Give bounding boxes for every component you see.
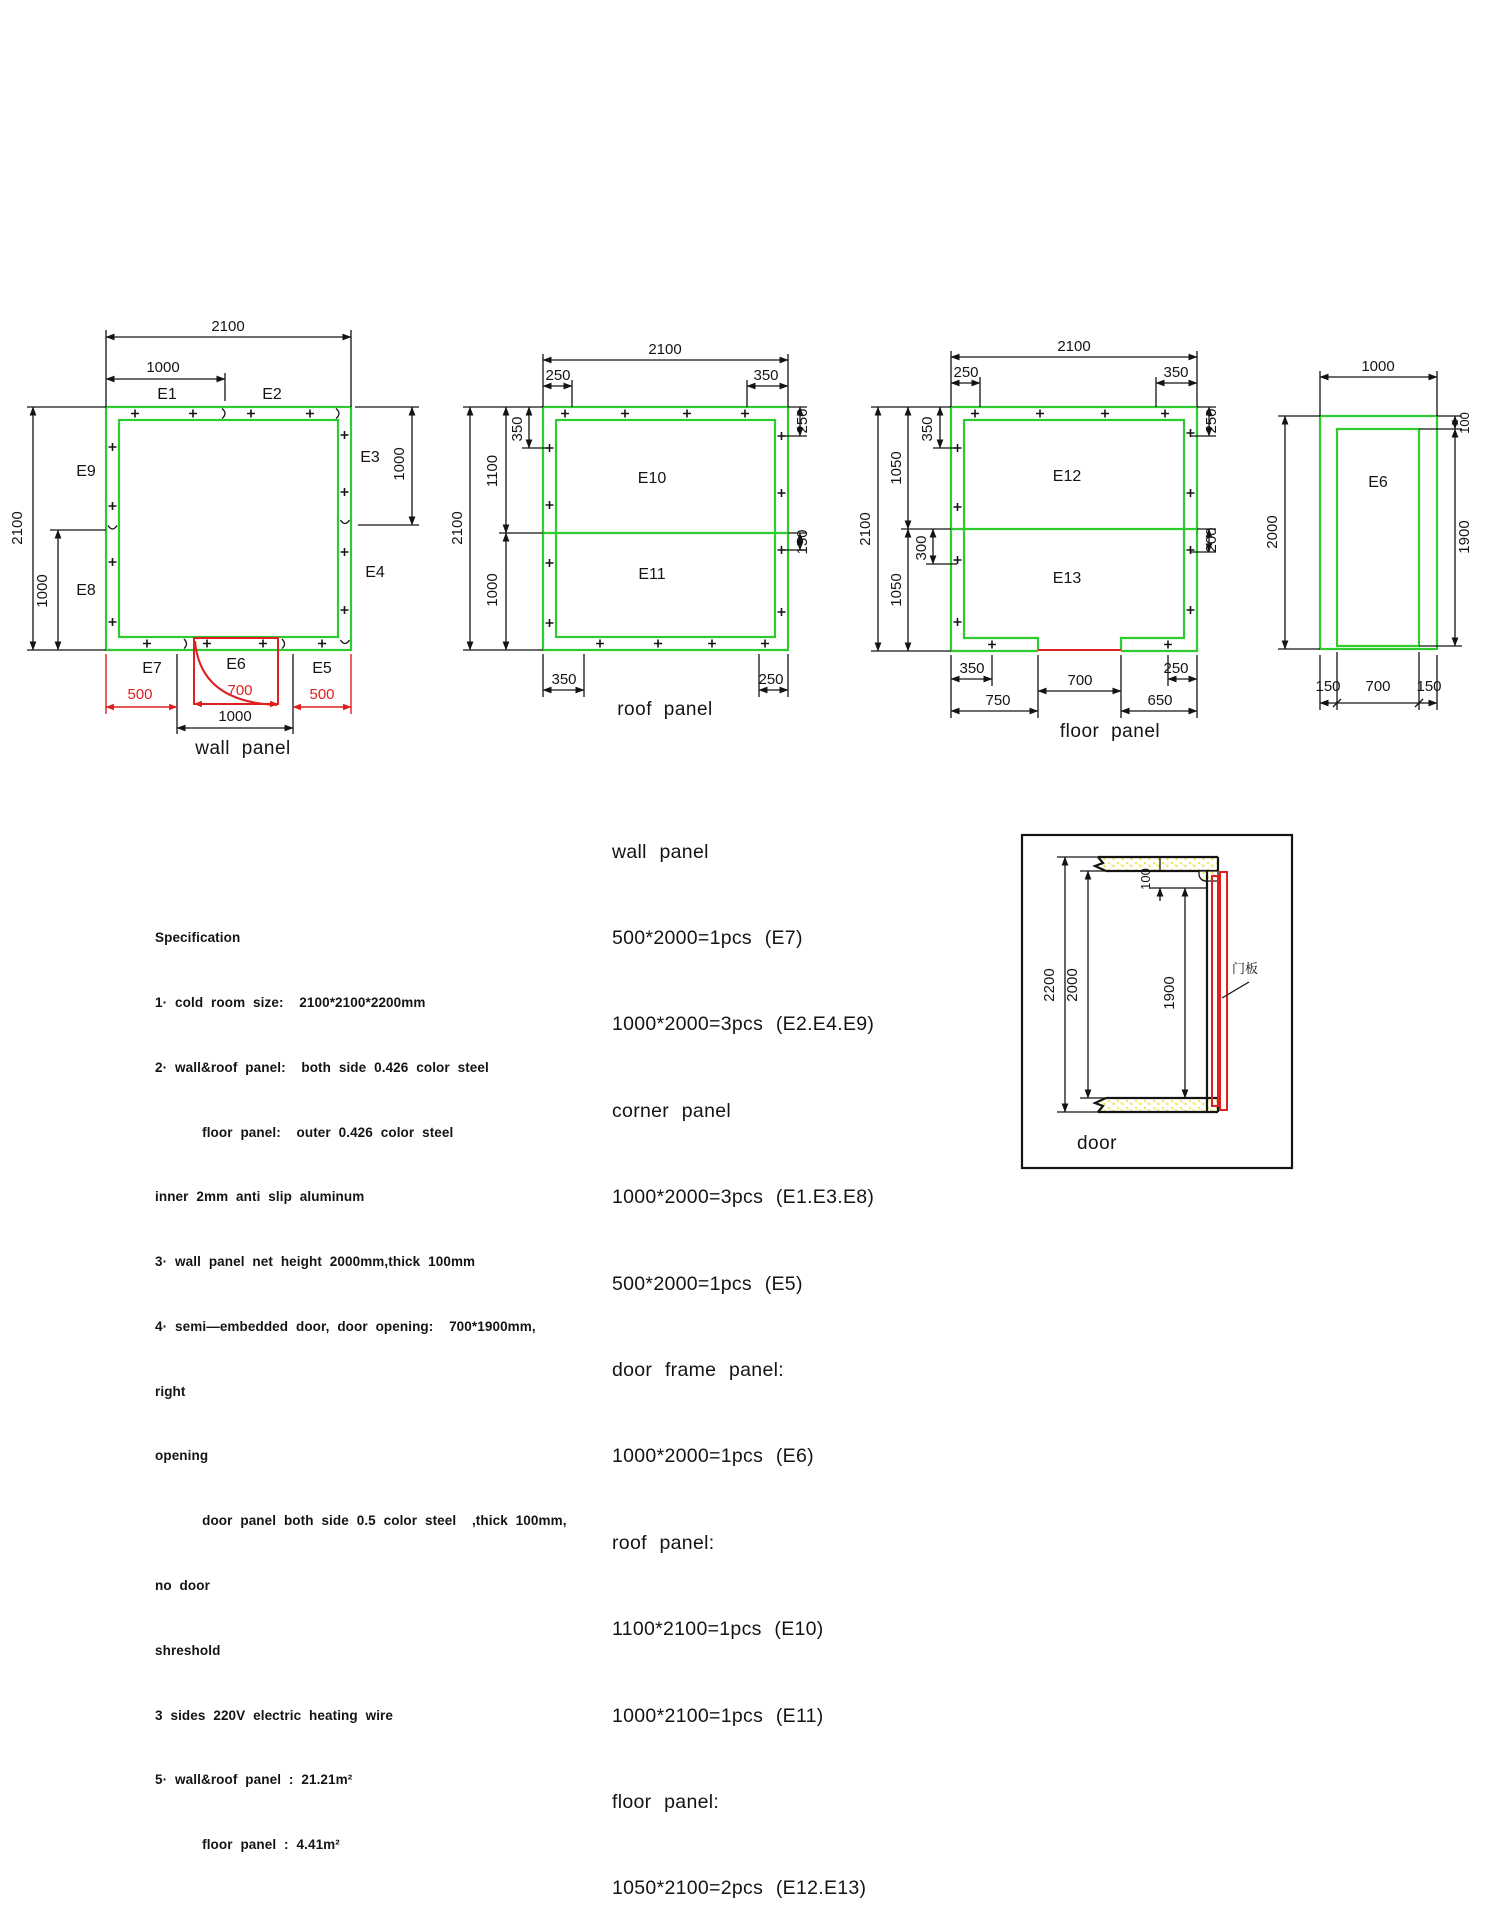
wall-label-e5: E5 <box>312 660 332 677</box>
e6-dim-150-left: 150 <box>1315 678 1341 695</box>
spec-line: 1· cold room size: 2100*2100*2200mm <box>155 994 426 1010</box>
wall-label-e3: E3 <box>360 449 380 466</box>
e6-dim-1000-top: 1000 <box>1361 358 1395 375</box>
wall-dim-2100-top: 2100 <box>211 318 245 335</box>
floor-dim-200-right: 200 <box>1203 527 1220 553</box>
roof-dim-350-left: 350 <box>509 416 526 442</box>
floor-dim-2100-left: 2100 <box>857 512 874 546</box>
spec-line: door panel both side 0.5 color steel ,thick 100mm, <box>155 1513 567 1529</box>
spec-line: floor panel: outer 0.426 color steel <box>155 1124 454 1140</box>
roof-dim-1100: 1100 <box>484 454 501 488</box>
e6-dim-1900-right: 1900 <box>1456 520 1473 554</box>
panel-list-line: wall panel <box>612 840 709 863</box>
wall-outer-outline <box>106 407 351 650</box>
wall-panel-title: wall panel <box>195 738 291 759</box>
floor-dim-1050-e12: 1050 <box>888 451 905 485</box>
floor-dim-250-bottom: 250 <box>1163 660 1189 677</box>
e6-dim-150-right: 150 <box>1416 678 1442 695</box>
roof-dim-350-top: 350 <box>753 367 779 384</box>
roof-panel-title: roof panel <box>617 699 713 720</box>
roof-extension-lines-top <box>543 354 788 407</box>
floor-dim-650-bottom: 650 <box>1147 692 1173 709</box>
door-section-diagram <box>1022 835 1292 1168</box>
wall-label-e9: E9 <box>76 463 96 480</box>
spec-line: 4· semi—embedded door, door opening: 700*1900mm, <box>155 1318 536 1334</box>
panel-list-line: floor panel: <box>612 1790 720 1813</box>
panel-list-line: 1000*2000=3pcs (E1.E3.E8) <box>612 1186 875 1209</box>
panel-list-line: 1000*2000=3pcs (E2.E4.E9) <box>612 1013 875 1036</box>
panel-list-line: 1000*2000=1pcs (E6) <box>612 1445 814 1468</box>
roof-dim-150-right: 150 <box>794 529 811 555</box>
wall-panel-joint-breaks <box>108 409 350 649</box>
door-dim-1900: 1900 <box>1161 976 1178 1010</box>
e6-dim-100-right: 100 <box>1457 412 1472 434</box>
floor-dim-300-left: 300 <box>913 535 930 561</box>
floor-label-e13: E13 <box>1052 570 1082 587</box>
roof-label-e10: E10 <box>637 470 667 487</box>
floor-dim-350-top: 350 <box>1163 364 1189 381</box>
spec-line: shreshold <box>155 1642 221 1658</box>
e6-panel-label: E6 <box>1368 474 1388 491</box>
wall-label-e4: E4 <box>365 564 385 581</box>
wall-dim-1000-e3: 1000 <box>391 447 408 481</box>
specification-block <box>155 884 567 1877</box>
panel-list-line: roof panel: <box>612 1531 715 1554</box>
floor-dim-350-bottom: 350 <box>959 660 985 677</box>
floor-extension-lines-top <box>951 351 1197 407</box>
door-diagram-border <box>1022 835 1292 1168</box>
spec-line: no door <box>155 1578 210 1593</box>
roof-dim-2100-top: 2100 <box>648 341 682 358</box>
roof-fastener-ticks <box>546 410 786 648</box>
spec-line: 3 sides 220V electric heating wire <box>155 1707 394 1723</box>
wall-dim-700-door: 700 <box>227 682 253 699</box>
wall-extension-lines-right <box>355 407 419 525</box>
door-dim-2200: 2200 <box>1041 968 1058 1002</box>
spec-line: floor panel : 4.41m² <box>155 1837 340 1853</box>
wall-label-e8: E8 <box>76 582 96 599</box>
wall-fastener-ticks <box>109 410 349 648</box>
e6-dim-700-bottom: 700 <box>1365 678 1391 695</box>
panel-list-block <box>612 780 874 1932</box>
floor-dim-1050-e13: 1050 <box>888 573 905 607</box>
e6-extension-lines-top <box>1320 371 1437 416</box>
roof-dim-350-bottom: 350 <box>551 671 577 688</box>
roof-dim-2100-left: 2100 <box>449 511 466 545</box>
floor-panel-diagram <box>857 338 1220 742</box>
roof-outer-outline <box>543 407 788 650</box>
wall-label-e1: E1 <box>157 386 177 403</box>
spec-line: 2· wall&roof panel: both side 0.426 color steel <box>155 1059 489 1075</box>
floor-dim-250-top: 250 <box>953 364 979 381</box>
wall-dim-1000-e1: 1000 <box>146 359 180 376</box>
floor-panel-title: floor panel <box>1059 721 1161 742</box>
door-frame-panel-diagram <box>1264 358 1473 710</box>
roof-panel-diagram <box>449 341 811 720</box>
spec-line: Specification <box>155 930 241 946</box>
floor-extension-lines-left <box>871 407 957 651</box>
wall-extension-lines-top <box>106 330 351 407</box>
roof-dim-250-bottom: 250 <box>758 671 784 688</box>
floor-dim-250-right: 250 <box>1203 408 1220 434</box>
wall-dim-1000-frame: 1000 <box>218 708 252 725</box>
panel-list-line: 1000*2100=1pcs (E11) <box>612 1704 824 1727</box>
wall-panel-diagram <box>9 318 419 759</box>
roof-dim-250-right: 250 <box>794 408 811 434</box>
roof-dim-1000: 1000 <box>484 573 501 607</box>
floor-dim-700-bottom: 700 <box>1067 672 1093 689</box>
roof-inner-outline <box>556 420 775 637</box>
wall-dim-2100-left: 2100 <box>9 511 26 545</box>
panel-list-line: corner panel <box>612 1099 732 1122</box>
door-panel-leaf-inner <box>1212 876 1218 1106</box>
panel-list-line: 1100*2100=1pcs (E10) <box>612 1618 824 1641</box>
floor-dim-350-left: 350 <box>919 416 936 442</box>
door-dim-100: 100 <box>1138 868 1153 890</box>
spec-line: 5· wall&roof panel : 21.21m² <box>155 1772 353 1788</box>
roof-dim-250-top: 250 <box>545 367 571 384</box>
floor-section-hatch <box>1100 1099 1217 1111</box>
floor-label-e12: E12 <box>1052 468 1082 485</box>
e6-extension-lines-left <box>1278 416 1320 649</box>
panel-list-line: 500*2000=1pcs (E5) <box>612 1272 803 1295</box>
wall-label-e6: E6 <box>226 656 246 673</box>
spec-line: 3· wall panel net height 2000mm,thick 100mm <box>155 1254 476 1270</box>
wall-extension-lines-left <box>27 407 106 650</box>
roof-label-e11: E11 <box>638 566 666 583</box>
door-panel-label: 门板 <box>1232 961 1259 976</box>
wall-dim-500-left: 500 <box>127 686 153 703</box>
panel-list-line: 500*2000=1pcs (E7) <box>612 926 803 949</box>
wall-label-e7: E7 <box>142 660 162 677</box>
panel-list-line: door frame panel: <box>612 1358 784 1381</box>
floor-inner-outline <box>964 420 1184 651</box>
spec-line: inner 2mm anti slip aluminum <box>155 1189 365 1205</box>
floor-dim-750-bottom: 750 <box>985 692 1011 709</box>
e6-opening-outline <box>1337 429 1419 646</box>
e6-dim-2000-left: 2000 <box>1264 515 1281 549</box>
wall-dim-500-right: 500 <box>309 686 335 703</box>
wall-dim-1000-e8: 1000 <box>34 574 51 608</box>
wall-inner-outline <box>119 420 338 637</box>
spec-line: right <box>155 1383 186 1399</box>
floor-dim-2100-top: 2100 <box>1057 338 1091 355</box>
panel-list-line: 1050*2100=2pcs (E12.E13) <box>612 1877 867 1900</box>
spec-line: opening <box>155 1448 209 1464</box>
door-diagram-title: door <box>1076 1133 1118 1154</box>
wall-label-e2: E2 <box>262 386 282 403</box>
door-panel-leaf-outer <box>1220 872 1227 1110</box>
door-dim-2000: 2000 <box>1064 968 1081 1002</box>
roof-section-hatch <box>1100 858 1217 870</box>
